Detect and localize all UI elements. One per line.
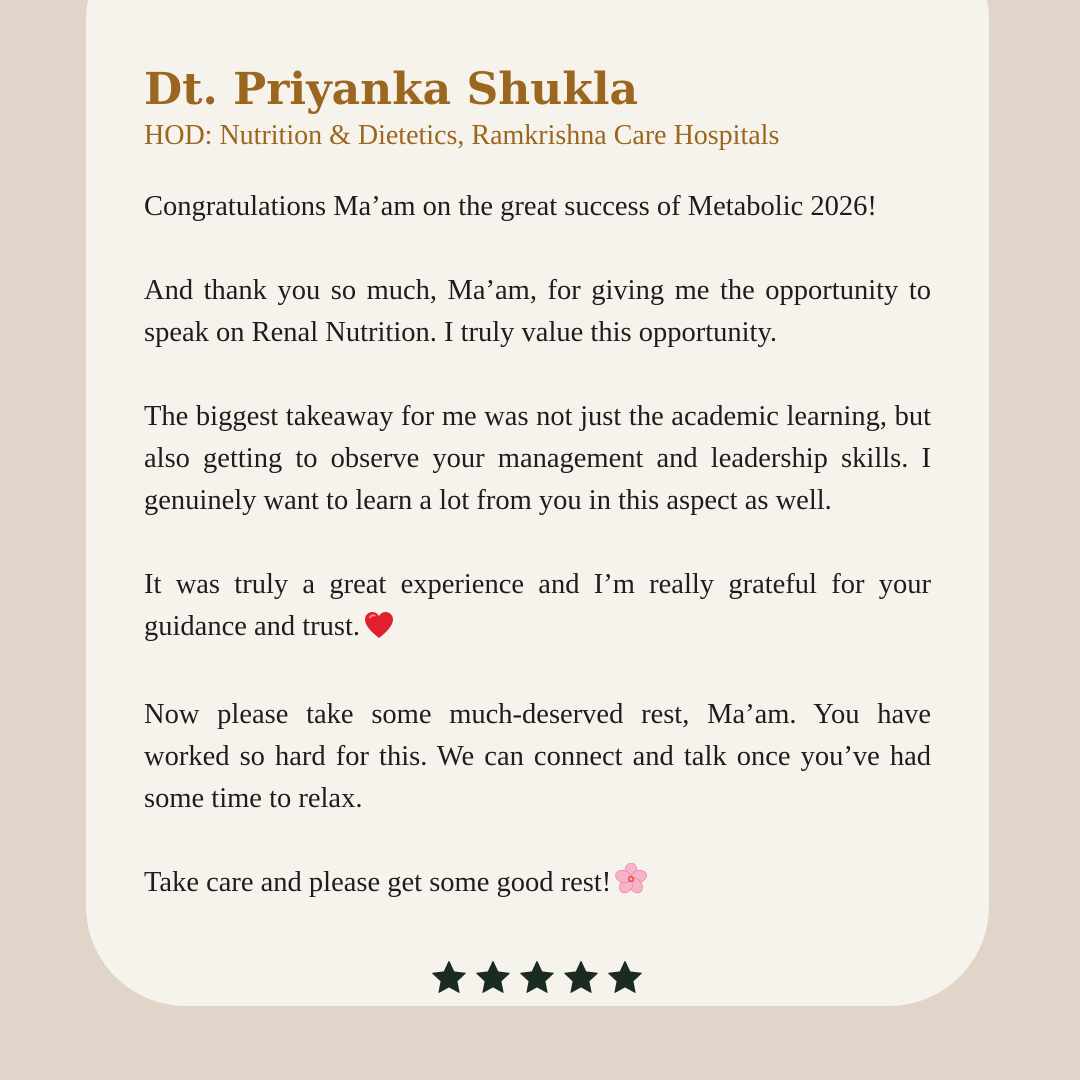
star-rating [430,956,650,1000]
message-text: The biggest takeaway for me was not just the academic learning, but also getting to observe your management and leadership skills. I genuinely want to learn a lot from you in this aspect as well. [144,401,931,516]
message-paragraph [144,270,931,354]
message-paragraph [144,862,931,908]
message-paragraph [144,396,931,522]
star-icon [606,959,644,997]
message-paragraph [144,564,931,652]
heart-icon [364,610,394,652]
star-icon [474,959,512,997]
message-paragraph [144,694,931,820]
star-icon [562,959,600,997]
author-name: Dt. Priyanka Shukla [144,64,638,115]
message-paragraph [144,186,931,228]
cherry-blossom-icon [615,863,647,908]
message-text: Congratulations Ma’am on the great success of Metabolic 2026! [144,191,877,222]
message-text: It was truly a great experience and I’m really grateful for your guidance and trust. [144,569,931,642]
message-text: Now please take some much-deserved rest, Ma’am. You have worked so hard for this. We can connect and talk once you’ve had some time to relax. [144,699,931,814]
author-role: HOD: Nutrition & Dietetics, Ramkrishna Care Hospitals [144,120,780,151]
testimonial-message [144,186,931,908]
message-text: And thank you so much, Ma’am, for giving me the opportunity to speak on Renal Nutrition. I truly value this opportunity. [144,275,931,348]
star-icon [518,959,556,997]
star-icon [430,959,468,997]
message-text: Take care and please get some good rest! [144,867,612,898]
